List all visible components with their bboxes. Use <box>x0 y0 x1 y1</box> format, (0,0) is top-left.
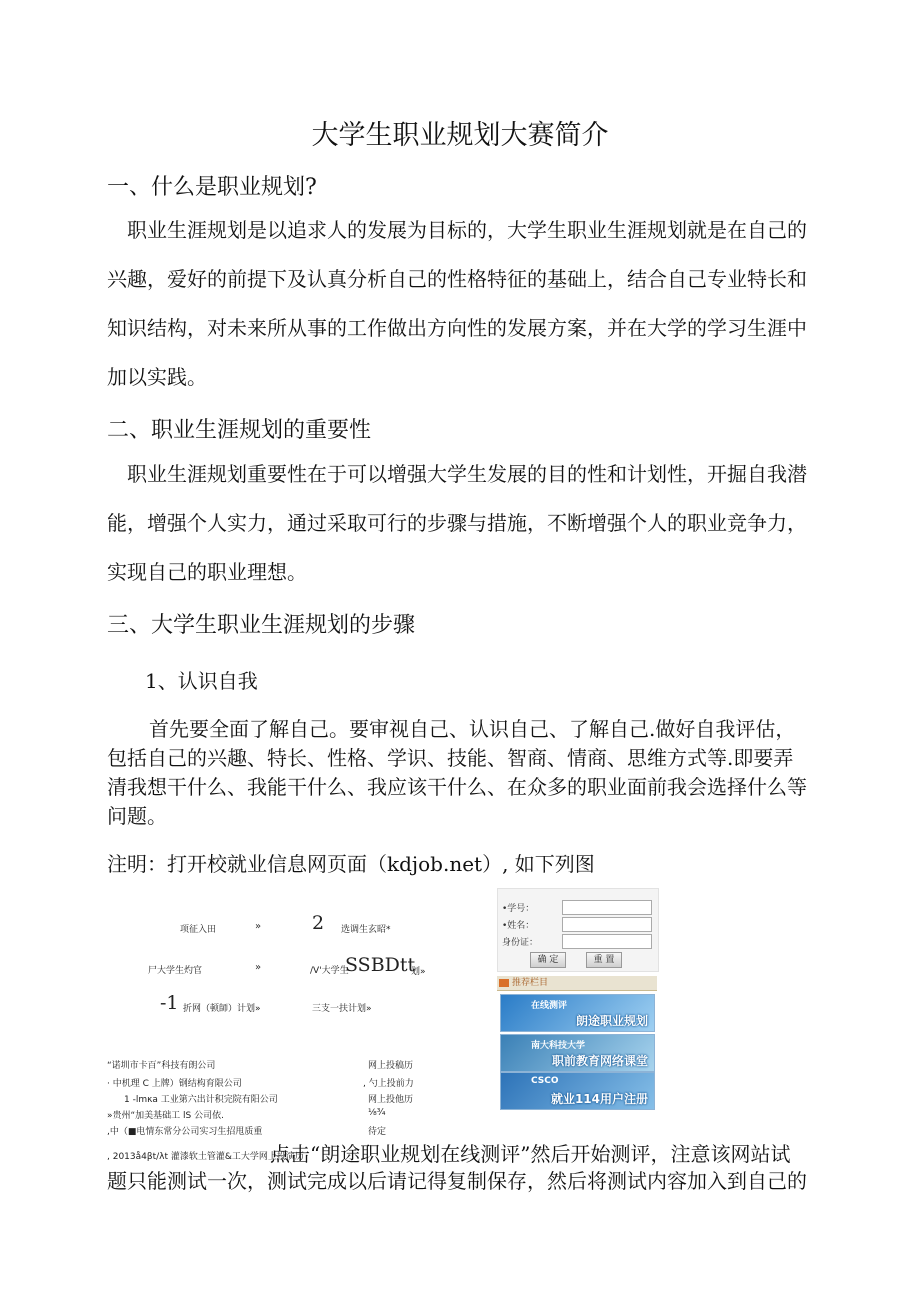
screenshot-grid-big: SSBDtt <box>345 954 416 976</box>
section-paragraph-1 <box>107 206 819 402</box>
field-label-student-id: •学号： <box>502 904 535 914</box>
paragraph-line: 职业生涯规划是以追求人的发展为目标的，大学生职业生涯规划就是在自己的 <box>127 218 807 242</box>
banner-online-class[interactable] <box>500 1034 655 1072</box>
paragraph-line: 首先要全面了解自己。要审视自己、认识自己、了解自己.做好自我评估， <box>149 717 796 741</box>
name-input[interactable] <box>562 917 652 932</box>
screenshot-grid-item: 折网（顿師）计划» <box>183 1004 261 1014</box>
paragraph-line: 实现自己的职业理想。 <box>107 560 307 584</box>
job-list-action[interactable]: 待定 <box>368 1127 387 1137</box>
continuation-line-1: 点击“朗途职业规划在线测评”然后开始测评，注意该网站试 <box>270 1142 791 1166</box>
field-label-name: •姓名： <box>502 921 535 931</box>
job-list-item[interactable]: ,中（■电情东常分公司实习生招甩质重 <box>107 1127 263 1137</box>
continuation-line-2: 题只能测试一次，测试完成以后请记得复制保存，然后将测试内容加入到自己的 <box>107 1169 807 1193</box>
screenshot-grid-item: 三支一扶计划» <box>312 1004 372 1014</box>
paragraph-line: 兴趣，爱好的前提下及认真分析自己的性格特征的基础上，结合自己专业特长和 <box>107 267 807 291</box>
section-bullet-icon <box>499 979 509 987</box>
screenshot-grid-item: 尸大学生灼官 <box>148 966 203 976</box>
job-list-action[interactable]: 网上投他历 <box>368 1095 414 1105</box>
job-list-action[interactable]: , 勺上投前力 <box>363 1079 414 1089</box>
section-paragraph-2 <box>107 450 819 597</box>
section-heading-1: 一、什么是职业规划? <box>107 175 317 200</box>
section-heading-3: 三、大学生职业生涯规划的步骤 <box>107 613 416 638</box>
banner-sub: 南大科技大学 <box>531 1041 586 1051</box>
screenshot-grid-item: 项征入田 <box>180 925 217 935</box>
screenshot-grid-item: 划» <box>411 967 426 977</box>
confirm-button[interactable]: 确 定 <box>530 952 566 968</box>
banner-main: 职前教育网络课堂 <box>551 1054 648 1068</box>
section-heading-2: 二、职业生涯规划的重要性 <box>107 418 372 443</box>
screenshot-grid-item: /V'大学生 <box>310 966 349 976</box>
screenshot-grid-number: -1 <box>160 992 179 1014</box>
banner-sub: CSCO <box>531 1076 559 1086</box>
paragraph-line: 知识结构，对未来所从事的工作做出方向性的发展方案，并在大学的学习生涯中 <box>107 316 807 340</box>
paragraph-line: 清我想干什么、我能干什么、我应该干什么、在众多的职业面前我会选择什么等 <box>107 775 807 799</box>
paragraph-line: 包括自己的兴趣、特长、性格、学识、技能、智商、情商、思维方式等.即要弄 <box>107 746 794 770</box>
screenshot-grid-number: 2 <box>312 912 325 934</box>
job-list-item[interactable]: 1 -lmκa 工业第六出计积完院有阳公司 <box>124 1095 278 1105</box>
field-label-id-card: 身份证： <box>502 938 539 948</box>
login-panel <box>497 888 659 972</box>
id-card-input[interactable] <box>562 934 652 949</box>
banner-main: 就业114用户注册 <box>550 1092 648 1106</box>
banner-career-assessment[interactable] <box>500 994 655 1032</box>
job-list-item[interactable]: »贵州“加美基础工 lS 公司依. <box>107 1111 224 1121</box>
recommended-header <box>497 976 657 991</box>
student-id-input[interactable] <box>562 900 652 915</box>
paragraph-line: 能，增强个人实力，通过采取可行的步骤与措施，不断增强个人的职业竞争力， <box>107 511 807 535</box>
banner-user-register[interactable] <box>500 1072 655 1110</box>
note-line: 注明：打开校就业信息网页面（kdjob.net）, 如下列图 <box>107 852 595 876</box>
paragraph-line: 加以实践。 <box>107 365 207 389</box>
screenshot-grid-arrow: » <box>255 921 262 932</box>
page-title: 大学生职业规划大赛简介 <box>311 120 609 151</box>
screenshot-grid-item: 选调生玄昭* <box>341 925 391 935</box>
recommended-title: 推荐栏目 <box>512 978 549 988</box>
banner-sub: 在线测评 <box>531 1001 568 1011</box>
screenshot-grid-arrow: » <box>255 962 262 973</box>
job-list-action[interactable]: 网上投稿历 <box>368 1061 414 1071</box>
section-paragraph-3 <box>107 715 819 831</box>
job-list-item[interactable]: , 2013å4βt/λt 灌漆软土管灌&工大学网上投演历 <box>107 1152 304 1162</box>
job-list-item[interactable]: “诺圳市卡百”科技有朗公司 <box>107 1061 216 1071</box>
job-list-item[interactable]: · 中机理 C 上牌）钢结构育限公司 <box>107 1079 242 1089</box>
subheading-know-yourself: 1、认识自我 <box>145 669 258 693</box>
paragraph-line: 职业生涯规划重要性在于可以增强大学生发展的目的性和计划性，开掘自我潜 <box>127 462 807 486</box>
banner-main: 朗途职业规划 <box>575 1014 648 1028</box>
reset-button[interactable]: 重 置 <box>586 952 622 968</box>
job-list-action[interactable]: ⅛¾ <box>368 1108 386 1118</box>
paragraph-line: 问题。 <box>107 804 167 828</box>
